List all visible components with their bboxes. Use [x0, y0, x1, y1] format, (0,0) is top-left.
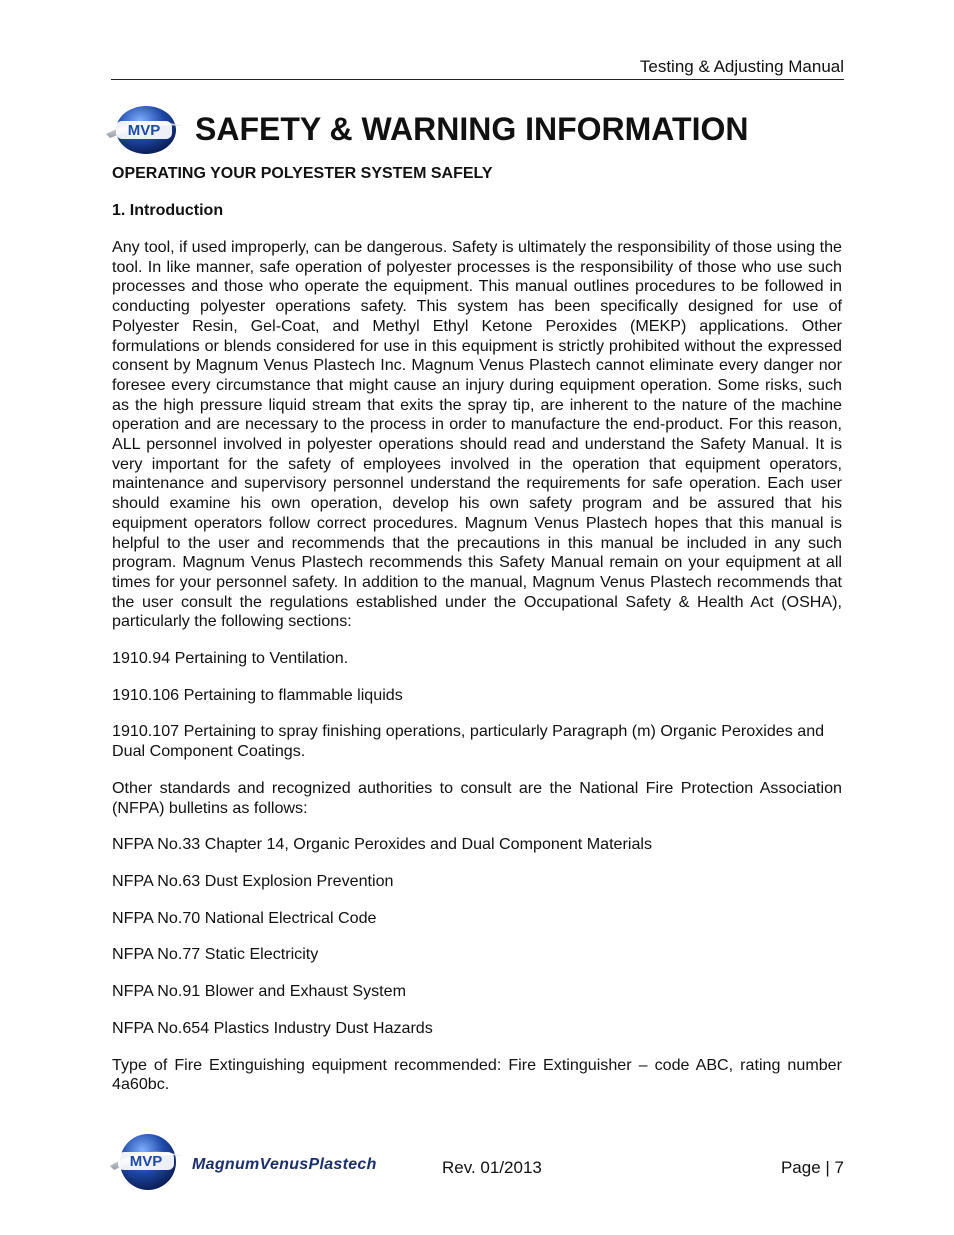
osha-section: 1910.107 Pertaining to spray finishing operations, particularly Paragraph (m) Organic Peroxides and Dual Component Coatings.: [112, 722, 825, 761]
nfpa-bulletin: NFPA No.70 National Electrical Code: [112, 908, 377, 927]
intro-paragraph: Any tool, if used improperly, can be dangerous. Safety is ultimately the responsibility of those using the tool. In like manner, safe operation of polyester processes is the responsibility of those who use such processes and those who operate the equipment. This manual outlines procedures to be followed in conducting polyester operations safety. This system has been specifically designed for use of Polyester Resin, Gel-Coat, and Methyl Ethyl Ketone Peroxides (MEKP) applications. Other formulations or blends considered for use in this equipment is strictly prohibited without the expressed consent by Magnum Venus Plastech Inc. Magnum Venus Plastech cannot eliminate every danger nor foresee every circumstance that might cause an injury during equipment operation. Some risks, such as the high pressure liquid stream that exits the spray tip, are inherent to the nature of the machine operation and are necessary to the process in order to manufacture the end-product. For this reason, ALL personnel involved in polyester operations should read and understand the Safety Manual. It is very important for the safety of employees involved in the operation that equipment operators, maintenance and supervisory personnel understand the requirements for safe operation. Each user should examine his own operation, develop his own safety program and be assured that his equipment operators follow correct procedures. Magnum Venus Plastech hopes that this manual is helpful to the user and recommends that the precautions in this manual be included in any such program. Magnum Venus Plastech recommends this Safety Manual remain on your equipment at all times for your personnel safety. In addition to the manual, Magnum Venus Plastech recommends that the user consult the regulations established under the Occupational Safety & Health Act (OSHA), particularly the following sections:: [112, 238, 842, 631]
page-number: Page | 7: [780, 1158, 844, 1177]
section-heading: OPERATING YOUR POLYESTER SYSTEM SAFELY: [112, 165, 493, 182]
page-title: SAFETY & WARNING INFORMATION: [195, 111, 749, 147]
document-body: [112, 164, 842, 1112]
footer-logo-text: MVP: [129, 1153, 163, 1170]
nfpa-bulletin: NFPA No.77 Static Electricity: [112, 945, 319, 964]
nfpa-bulletin: NFPA No.63 Dust Explosion Prevention: [112, 871, 394, 890]
page-header: [111, 56, 844, 80]
nfpa-bulletin: NFPA No.91 Blower and Exhaust System: [112, 982, 406, 1001]
mvp-footer-logo-icon: [108, 1130, 184, 1192]
mvp-logo-icon: [104, 104, 184, 156]
subheading-introduction: 1. Introduction: [112, 202, 224, 219]
nfpa-bulletin: NFPA No.654 Plastics Industry Dust Hazards: [112, 1018, 433, 1037]
title-row: [104, 104, 844, 160]
nfpa-intro: Other standards and recognized authorities to consult are the National Fire Protection Association (NFPA) bulletins as follows:: [112, 778, 842, 817]
manual-title: Testing & Adjusting Manual: [639, 57, 844, 76]
brand-name: MagnumVenusPlastech: [192, 1156, 377, 1173]
revision-label: Rev. 01/2013: [442, 1158, 542, 1177]
nfpa-bulletin: NFPA No.33 Chapter 14, Organic Peroxides and Dual Component Materials: [112, 835, 653, 854]
logo-text: MVP: [127, 122, 161, 139]
fire-extinguisher-note: Type of Fire Extinguishing equipment recommended: Fire Extinguisher – code ABC, rating number 4a60bc.: [112, 1055, 842, 1094]
osha-section: 1910.106 Pertaining to flammable liquids: [112, 685, 403, 704]
osha-section: 1910.94 Pertaining to Ventilation.: [112, 649, 349, 668]
page-footer: [108, 1130, 844, 1194]
